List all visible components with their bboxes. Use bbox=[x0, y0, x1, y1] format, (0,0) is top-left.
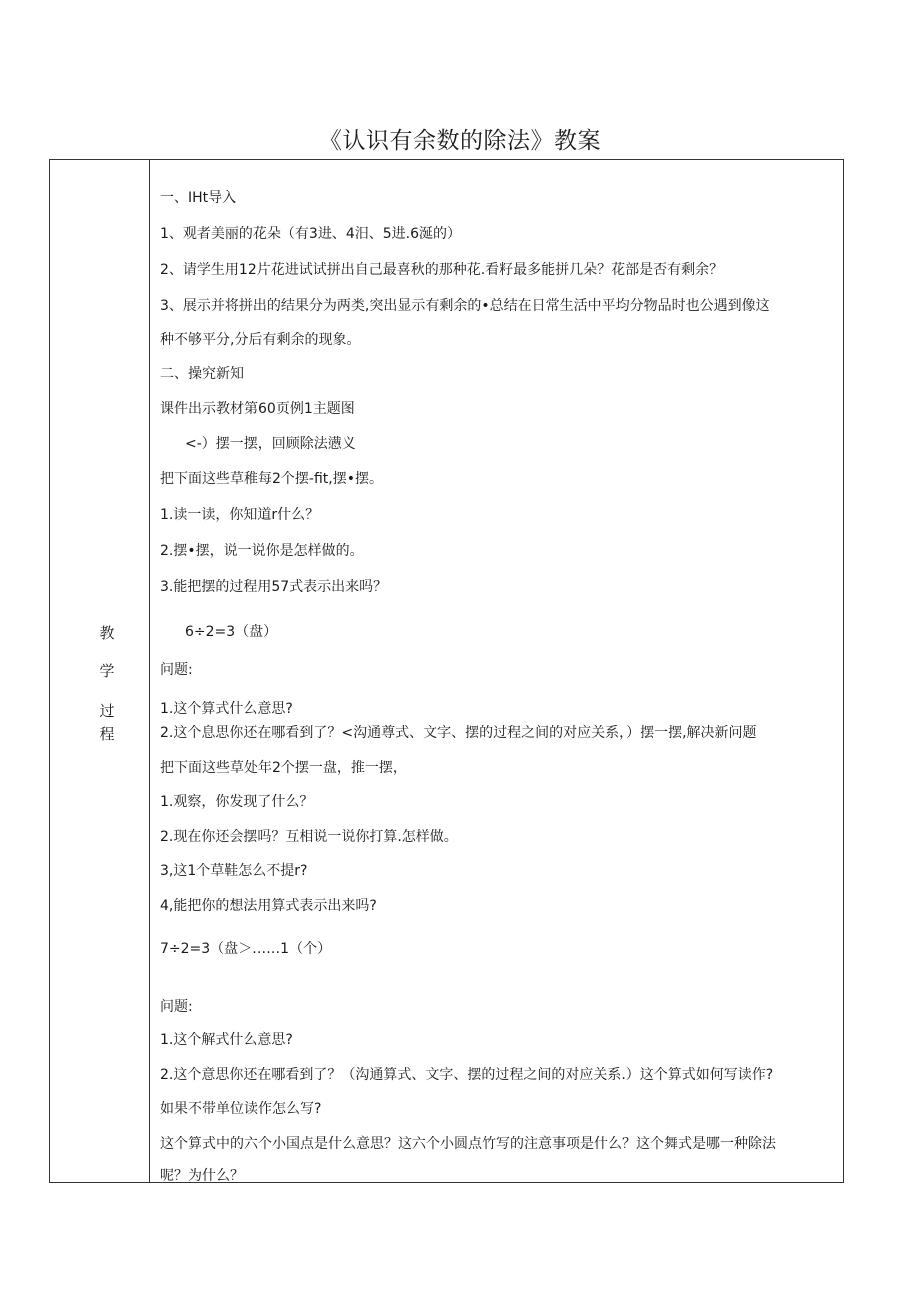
equation: 6÷2=3（盘） bbox=[185, 624, 278, 640]
column-divider bbox=[149, 159, 150, 1183]
content-line: 1、观者美丽的花朵（有3进、4汨、5进.6涎的） bbox=[160, 226, 461, 242]
content-line: 问题: bbox=[160, 662, 193, 678]
content-line: 3.能把摆的过程用57式表示出来吗？ bbox=[160, 579, 388, 595]
content-line: 这个算式中的六个小国点是什么意思？这六个小圆点竹写的注意事项是什么？这个舞式是哪一种除法 bbox=[160, 1136, 776, 1152]
equation: 7÷2=3（盘＞……1（个） bbox=[160, 941, 332, 957]
label-char-guo: 过 bbox=[99, 702, 115, 720]
subsection-heading: <-）摆一摆，回顾除法懑义 bbox=[185, 436, 356, 452]
content-line: 3、展示并将拼出的结果分为两类,突出显示有剩余的•总结在日常生活中平均分物品时也公遇到像这 bbox=[160, 298, 770, 314]
content-line: 课件出示教材第60页例1主题图 bbox=[160, 401, 355, 417]
content-line: 把下面这些草处年2个摆一盘，推一摆， bbox=[160, 760, 407, 776]
content-line: 1.这个解式什么意思? bbox=[160, 1032, 293, 1048]
label-char-jiao: 教 bbox=[99, 624, 115, 642]
label-char-xue: 学 bbox=[99, 662, 115, 680]
document-title: 《认识有余数的除法》教案 bbox=[319, 128, 601, 154]
content-line: 1.观察，你发现了什么？ bbox=[160, 794, 314, 810]
content-line: 2.现在你还会摆吗？互相说一说你打算.怎样做。 bbox=[160, 829, 458, 845]
content-line: 2.这个意思你还在哪看到了？（沟通算式、文字、摆的过程之间的对应关系.）这个算式如何写读作? bbox=[160, 1067, 774, 1083]
content-line: 呢？为什么？ bbox=[160, 1168, 244, 1184]
content-line: 1.读一读，你知道r什么？ bbox=[160, 507, 320, 523]
content-line: 种不够平分,分后有剩余的现象。 bbox=[160, 332, 361, 348]
content-line-clipped: 1.这个算式什么意思? bbox=[160, 701, 293, 717]
content-line: 2.摆•摆，说一说你是怎样做的。 bbox=[160, 543, 364, 559]
content-line: 把下面这些草稚每2个摆-fit,摆•摆。 bbox=[160, 471, 383, 487]
content-line: 2.这个息思你还在哪看到了？<沟通尊式、文字、摆的过程之间的对应关系，）摆一摆,解决新问题 bbox=[160, 725, 757, 741]
content-line: 2、请学生用12片花进试试拼出自己最喜秋的那种花.看籽最多能拼几朵？花部是否有剩余？ bbox=[160, 262, 724, 278]
content-line: 4,能把你的想法用算式表示出来吗? bbox=[160, 898, 377, 914]
section-heading-explore: 二、操究新知 bbox=[160, 366, 244, 382]
content-line: 问题: bbox=[160, 999, 193, 1015]
content-line: 3,这1个草鞋怎么不提r? bbox=[160, 863, 308, 879]
label-char-cheng: 程 bbox=[99, 725, 115, 743]
content-line: 如果不带单位读作怎么写? bbox=[160, 1101, 322, 1117]
section-heading-intro: 一、IHt导入 bbox=[160, 190, 237, 206]
